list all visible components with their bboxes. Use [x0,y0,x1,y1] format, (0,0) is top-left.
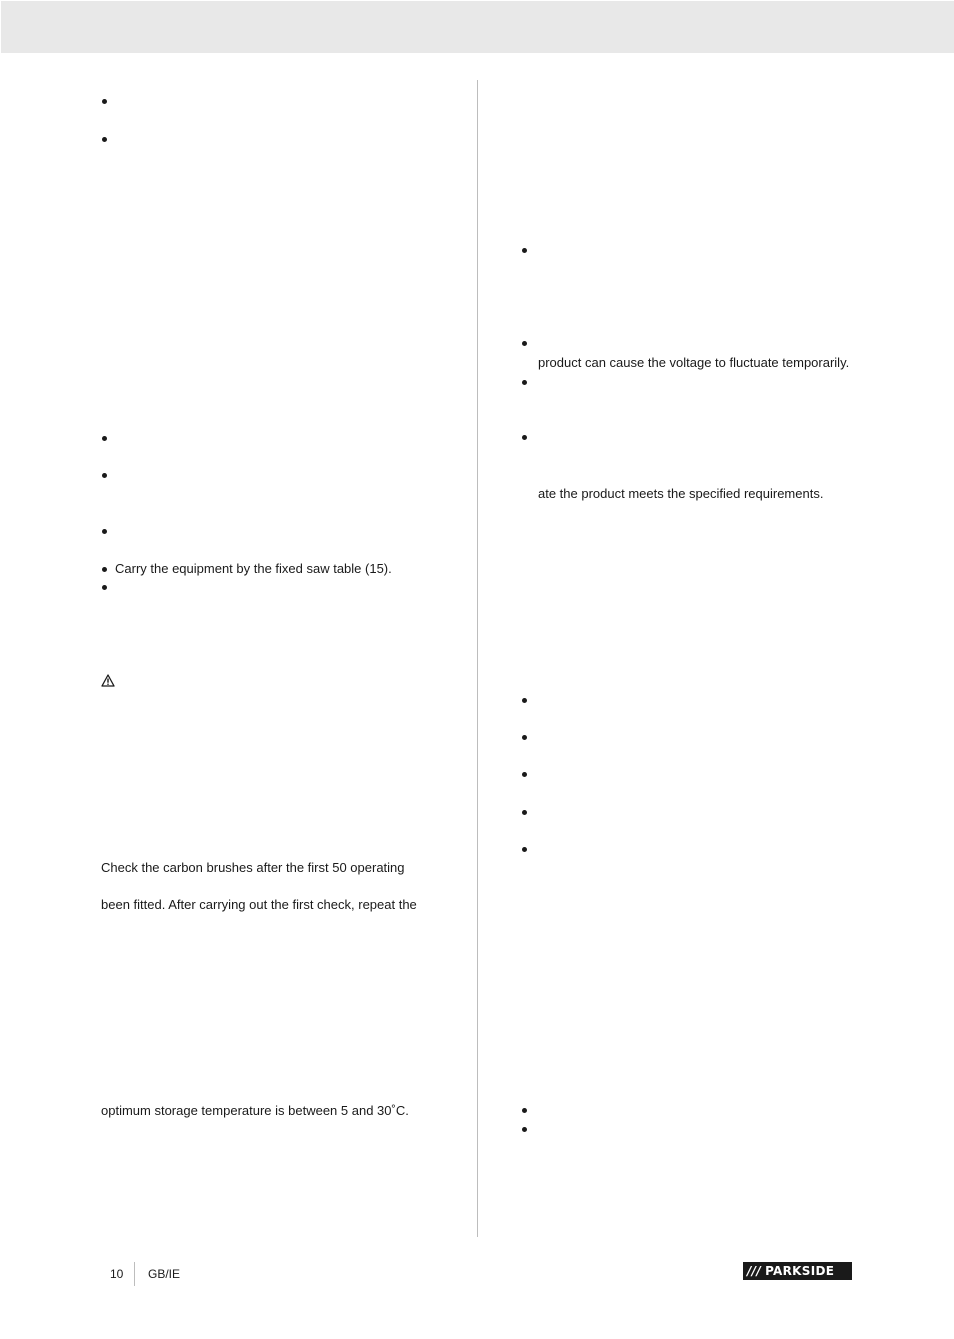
list-bullet [522,698,527,703]
column-divider [477,80,478,1237]
carbon-brushes-text-line1: Check the carbon brushes after the first 50 operating [101,860,405,875]
transport-instruction: Carry the equipment by the fixed saw table (15). [115,561,392,576]
list-bullet [102,473,107,478]
list-bullet [522,847,527,852]
list-bullet [522,735,527,740]
footer-separator [134,1262,135,1286]
list-bullet [522,341,527,346]
region-code: GB/IE [148,1267,181,1281]
page-number: 10 [110,1267,124,1281]
list-bullet [102,137,107,142]
requirements-text: ate the product meets the specified requirements. [538,486,824,501]
list-bullet [522,810,527,815]
list-bullet [522,248,527,253]
list-bullet [522,380,527,385]
list-bullet [522,1108,527,1113]
list-bullet [102,436,107,441]
header-band [1,1,954,53]
warning-triangle-icon [101,674,115,687]
list-bullet [522,435,527,440]
parkside-logo [743,1262,852,1280]
voltage-fluctuation-text: product can cause the voltage to fluctuate temporarily. [538,355,850,370]
logo-slashes-icon: /// [747,1264,762,1278]
carbon-brushes-text-line2: been fitted. After carrying out the first check, repeat the [101,897,417,912]
storage-temperature-text: optimum storage temperature is between 5 and 30˚C. [101,1103,409,1118]
list-bullet [522,772,527,777]
list-bullet [102,529,107,534]
list-bullet [102,99,107,104]
list-bullet [102,585,107,590]
list-bullet [522,1127,527,1132]
list-bullet [102,567,107,572]
logo-wordmark: PARKSIDE [765,1264,835,1278]
